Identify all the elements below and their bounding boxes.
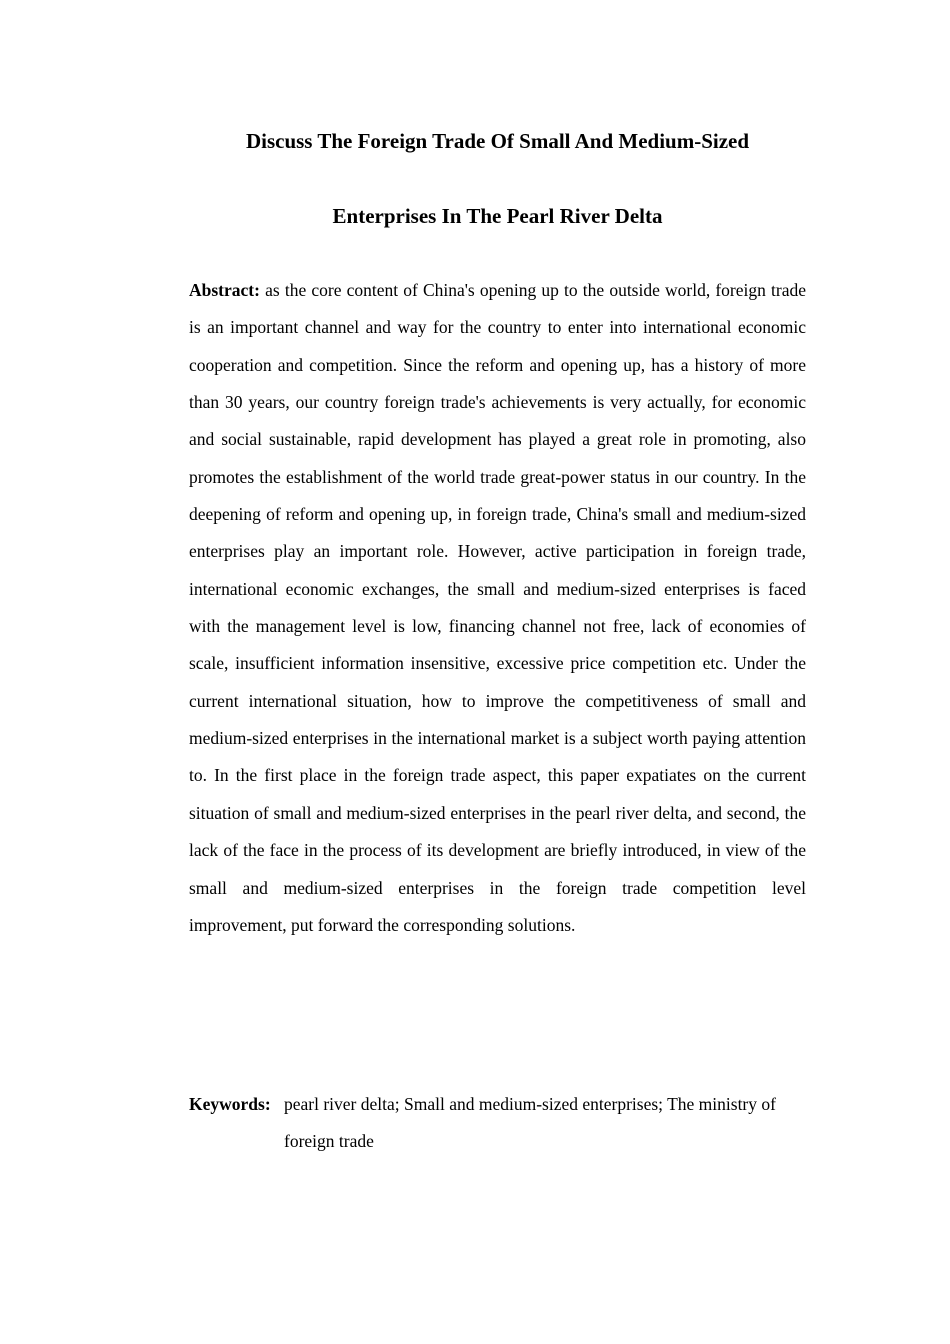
abstract-paragraph: [189, 272, 806, 944]
abstract-label: Abstract:: [189, 280, 260, 300]
keywords-text: pearl river delta; Small and medium-sized enterprises; The ministry of foreign trade: [284, 1094, 776, 1152]
keywords-label: Keywords:: [189, 1094, 271, 1114]
abstract-text: as the core content of China's opening up to the outside world, foreign trade is an important channel and way for the country to enter into international economic cooperation and competition. Since the reform and opening up, has a history of more than 30 years, our country foreign trade's achievements is very actually, for economic and social sustainable, rapid development has played a great role in promoting, also promotes the establishment of the world trade great-power status in our country. In the deepening of reform and opening up, in foreign trade, China's small and medium-sized enterprises play an important role. However, active participation in foreign trade, international economic exchanges, the small and medium-sized enterprises is faced with the management level is low, financing channel not free, lack of economies of scale, insufficient information insensitive, excessive price competition etc. Under the current international situation, how to improve the competitiveness of small and medium-sized enterprises in the international market is a subject worth paying attention to. In the first place in the foreign trade aspect, this paper expatiates on the current situation of small and medium-sized enterprises in the pearl river delta, and second, the lack of the face in the process of its development are briefly introduced, in view of the small and medium-sized enterprises in the foreign trade competition level improvement, put forward the corresponding solutions.: [189, 280, 807, 935]
title-line-2: Enterprises In The Pearl River Delta: [332, 204, 663, 228]
title-line-1: Discuss The Foreign Trade Of Small And Medium-Sized: [245, 129, 750, 153]
